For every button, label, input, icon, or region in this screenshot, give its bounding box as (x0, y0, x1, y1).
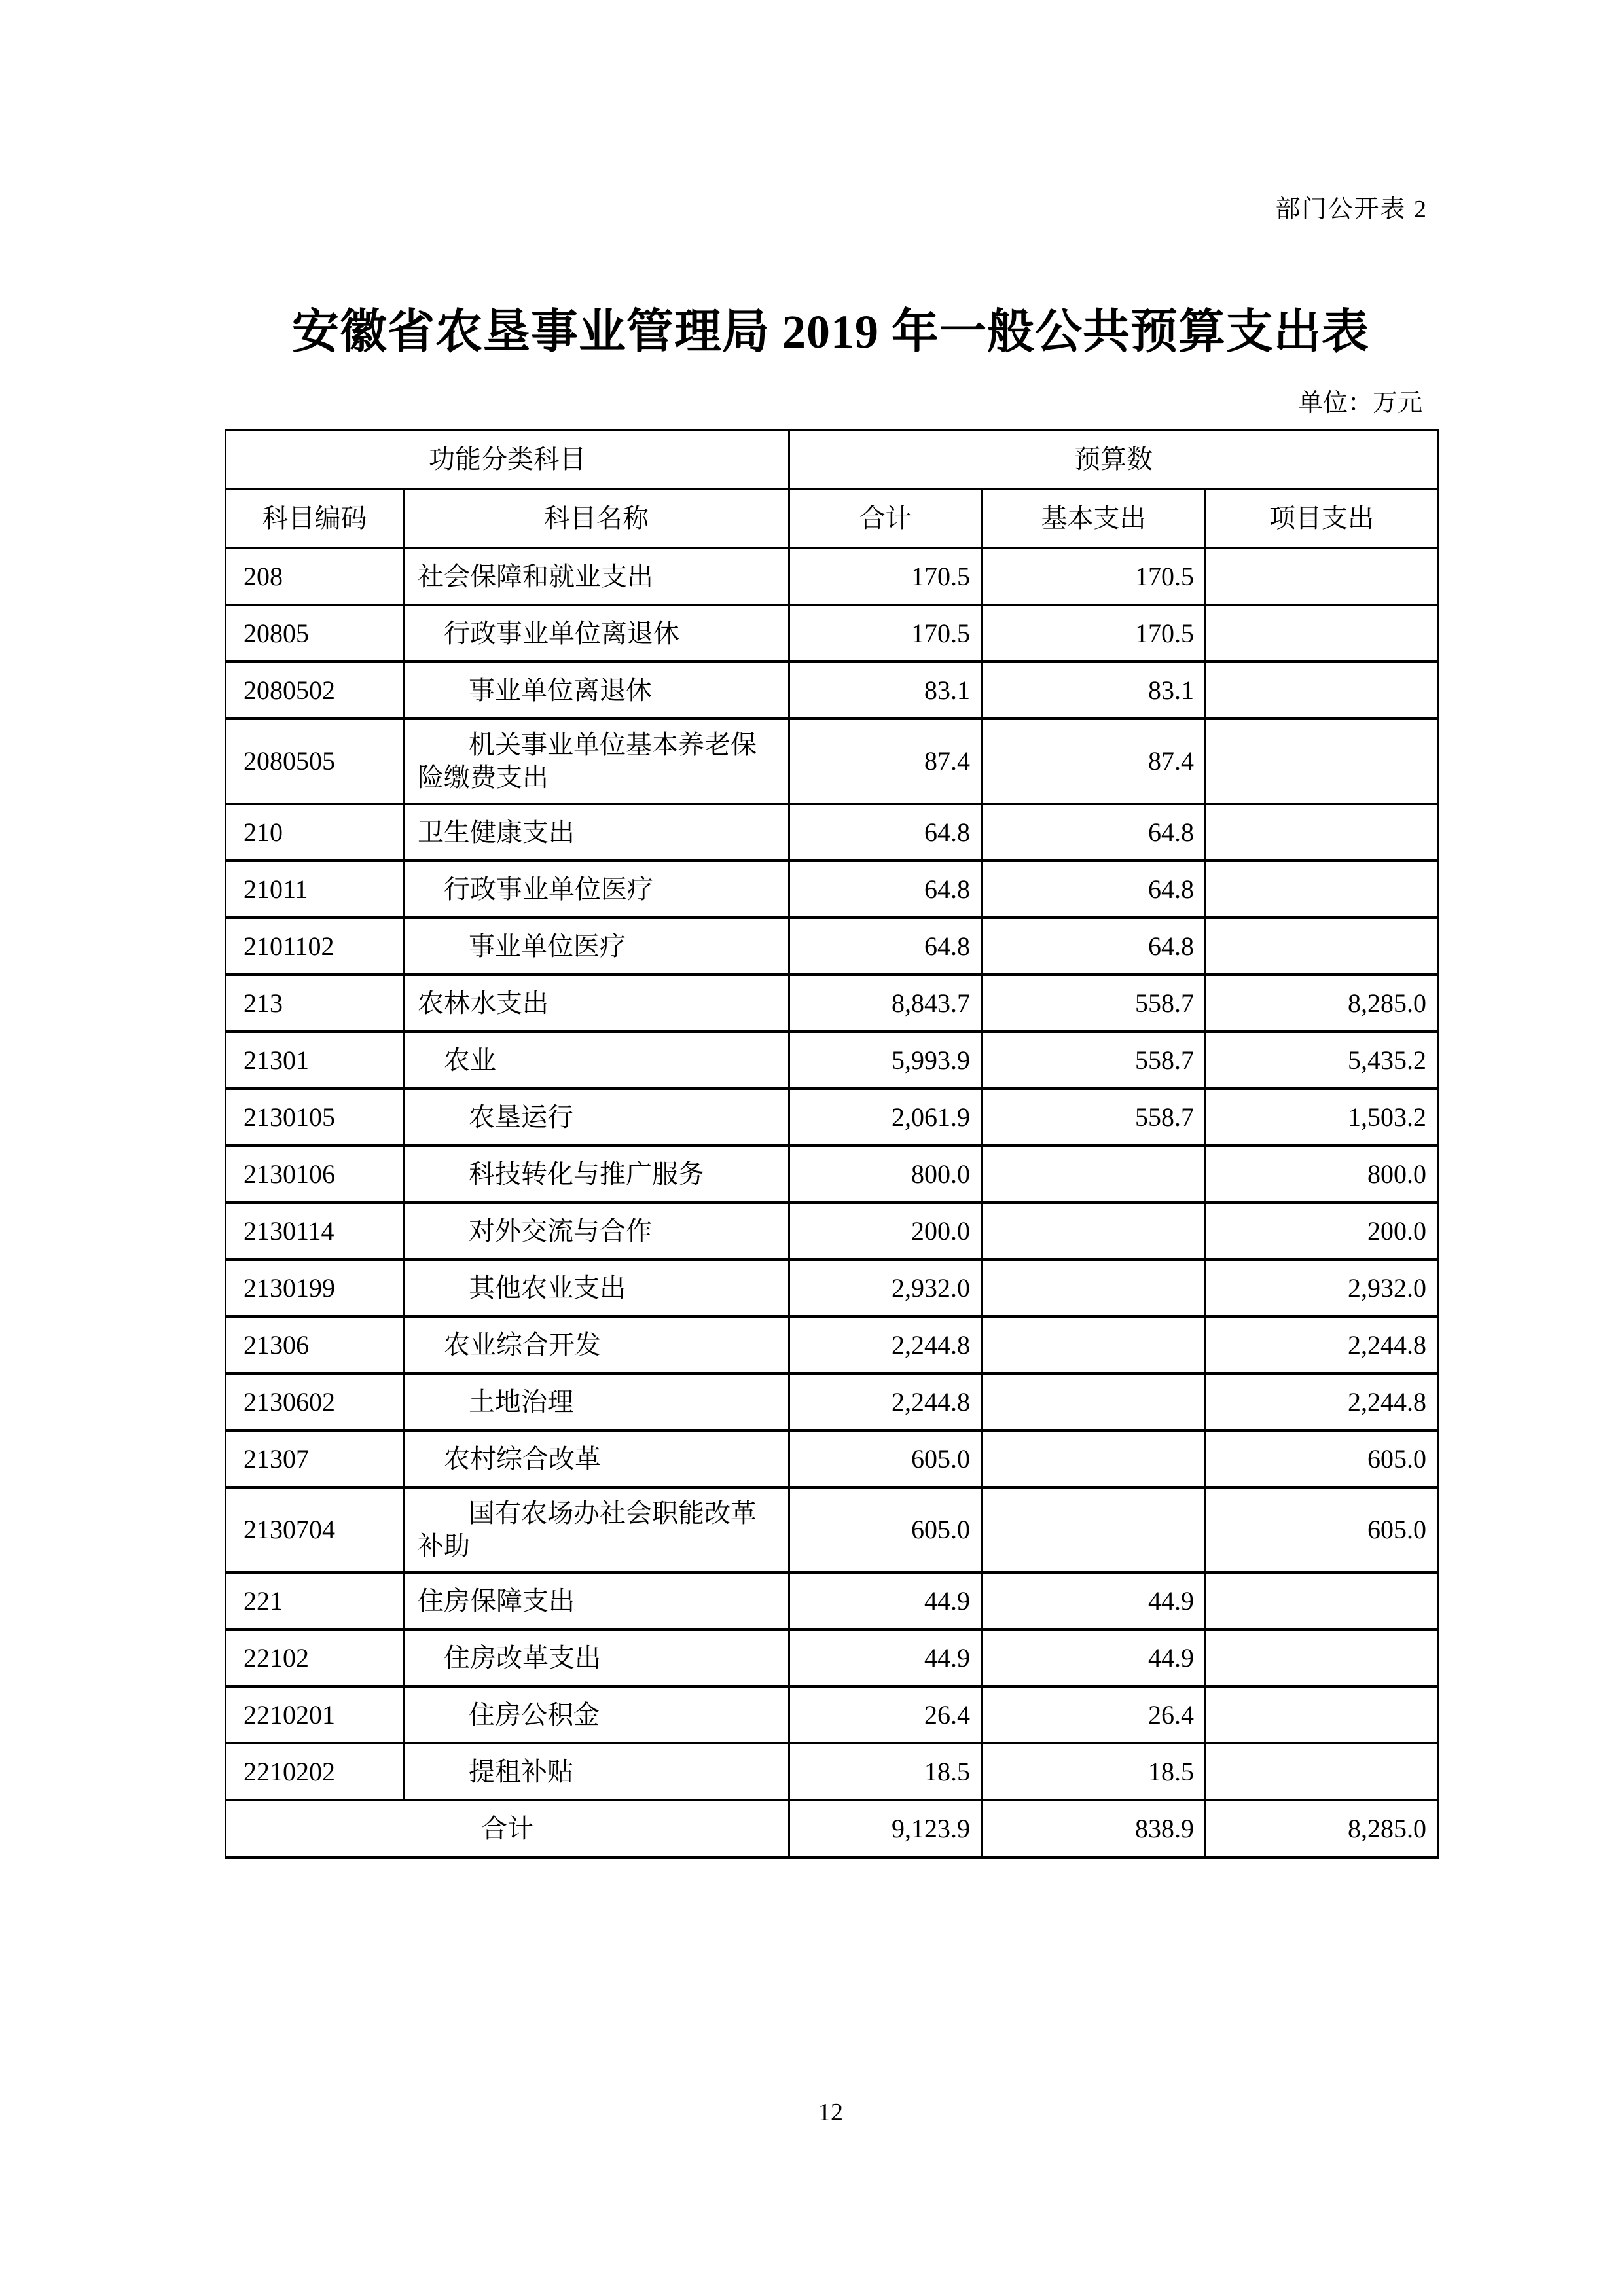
subject-name-cell: 对外交流与合作 (404, 1202, 789, 1259)
table-row (226, 1743, 1438, 1800)
project-expenditure-cell: 605.0 (1206, 1487, 1438, 1572)
subject-name-cell: 行政事业单位医疗 (404, 861, 789, 918)
table-row (226, 804, 1438, 861)
subject-name-cell: 农村综合改革 (404, 1430, 789, 1487)
subject-code-cell: 2080505 (226, 719, 404, 804)
col-header-project-expenditure: 项目支出 (1206, 489, 1438, 548)
subject-code-cell: 21011 (226, 861, 404, 918)
subject-name-cell: 农业综合开发 (404, 1316, 789, 1373)
project-expenditure-cell: 8,285.0 (1206, 975, 1438, 1032)
basic-expenditure-cell: 87.4 (982, 719, 1206, 804)
basic-expenditure-cell: 170.5 (982, 605, 1206, 662)
basic-expenditure-cell: 558.7 (982, 975, 1206, 1032)
total-cell: 44.9 (789, 1629, 982, 1686)
basic-expenditure-cell: 64.8 (982, 804, 1206, 861)
table-row (226, 1032, 1438, 1089)
total-cell: 44.9 (789, 1572, 982, 1629)
subject-code-cell: 21307 (226, 1430, 404, 1487)
total-row (226, 1800, 1438, 1858)
project-expenditure-cell: 2,932.0 (1206, 1259, 1438, 1316)
table-row (226, 1686, 1438, 1743)
basic-expenditure-cell (982, 1373, 1206, 1430)
basic-expenditure-cell: 558.7 (982, 1089, 1206, 1146)
subject-name-cell: 机关事业单位基本养老保险缴费支出 (404, 719, 789, 804)
total-row-label: 合计 (226, 1800, 789, 1858)
subject-name-cell: 行政事业单位离退休 (404, 605, 789, 662)
subject-code-cell: 21301 (226, 1032, 404, 1089)
subject-name-cell: 科技转化与推广服务 (404, 1146, 789, 1202)
subject-name-cell: 事业单位离退休 (404, 662, 789, 719)
subject-code-cell: 2130106 (226, 1146, 404, 1202)
basic-expenditure-cell: 64.8 (982, 918, 1206, 975)
total-cell: 2,932.0 (789, 1259, 982, 1316)
subject-code-cell: 2080502 (226, 662, 404, 719)
table-body (226, 548, 1438, 1800)
project-expenditure-cell: 1,503.2 (1206, 1089, 1438, 1146)
col-header-basic-expenditure: 基本支出 (982, 489, 1206, 548)
total-cell: 2,244.8 (789, 1316, 982, 1373)
subject-code-cell: 2101102 (226, 918, 404, 975)
table-row (226, 719, 1438, 804)
total-cell: 2,061.9 (789, 1089, 982, 1146)
table-row (226, 1629, 1438, 1686)
subject-name-cell: 卫生健康支出 (404, 804, 789, 861)
project-expenditure-cell: 605.0 (1206, 1430, 1438, 1487)
project-expenditure-cell: 2,244.8 (1206, 1316, 1438, 1373)
page-title: 安徽省农垦事业管理局 2019 年一般公共预算支出表 (291, 306, 1369, 358)
project-expenditure-cell (1206, 605, 1438, 662)
total-row-total-cell: 9,123.9 (789, 1800, 982, 1858)
table-row (226, 1259, 1438, 1316)
total-row-basic-cell: 838.9 (982, 1800, 1206, 1858)
subject-code-cell: 2210202 (226, 1743, 404, 1800)
total-cell: 18.5 (789, 1743, 982, 1800)
project-expenditure-cell: 800.0 (1206, 1146, 1438, 1202)
basic-expenditure-cell (982, 1316, 1206, 1373)
subject-code-cell: 2130602 (226, 1373, 404, 1430)
basic-expenditure-cell: 64.8 (982, 861, 1206, 918)
subject-name-cell: 其他农业支出 (404, 1259, 789, 1316)
table-row (226, 1146, 1438, 1202)
project-expenditure-cell: 5,435.2 (1206, 1032, 1438, 1089)
subject-name-cell: 农垦运行 (404, 1089, 789, 1146)
table-row (226, 1202, 1438, 1259)
col-header-subject-code: 科目编码 (226, 489, 404, 548)
project-expenditure-cell (1206, 804, 1438, 861)
table-header (226, 430, 1438, 548)
subject-code-cell: 21306 (226, 1316, 404, 1373)
table-row (226, 1316, 1438, 1373)
subject-code-cell: 20805 (226, 605, 404, 662)
total-cell: 800.0 (789, 1146, 982, 1202)
subject-name-cell: 农林水支出 (404, 975, 789, 1032)
total-cell: 8,843.7 (789, 975, 982, 1032)
project-expenditure-cell (1206, 918, 1438, 975)
basic-expenditure-cell: 170.5 (982, 548, 1206, 605)
total-cell: 5,993.9 (789, 1032, 982, 1089)
project-expenditure-cell (1206, 1629, 1438, 1686)
total-cell: 605.0 (789, 1430, 982, 1487)
header-group-row (226, 430, 1438, 489)
total-cell: 200.0 (789, 1202, 982, 1259)
header-budget-figures: 预算数 (789, 430, 1438, 489)
basic-expenditure-cell: 18.5 (982, 1743, 1206, 1800)
project-expenditure-cell (1206, 1572, 1438, 1629)
subject-name-cell: 住房保障支出 (404, 1572, 789, 1629)
subject-code-cell: 2130114 (226, 1202, 404, 1259)
table-row (226, 1089, 1438, 1146)
basic-expenditure-cell: 44.9 (982, 1572, 1206, 1629)
total-cell: 170.5 (789, 605, 982, 662)
total-row-project-cell: 8,285.0 (1206, 1800, 1438, 1858)
subject-code-cell: 22102 (226, 1629, 404, 1686)
total-cell: 64.8 (789, 918, 982, 975)
col-header-total: 合计 (789, 489, 982, 548)
project-expenditure-cell (1206, 662, 1438, 719)
subject-name-cell: 社会保障和就业支出 (404, 548, 789, 605)
subject-code-cell: 210 (226, 804, 404, 861)
project-expenditure-cell (1206, 548, 1438, 605)
total-cell: 26.4 (789, 1686, 982, 1743)
basic-expenditure-cell: 558.7 (982, 1032, 1206, 1089)
subject-code-cell: 213 (226, 975, 404, 1032)
subject-code-cell: 2130704 (226, 1487, 404, 1572)
page-number: 12 (818, 2099, 843, 2126)
table-row (226, 605, 1438, 662)
col-header-subject-name: 科目名称 (404, 489, 789, 548)
basic-expenditure-cell: 26.4 (982, 1686, 1206, 1743)
basic-expenditure-cell (982, 1487, 1206, 1572)
table-row (226, 975, 1438, 1032)
basic-expenditure-cell (982, 1146, 1206, 1202)
header-columns-row (226, 489, 1438, 548)
project-expenditure-cell (1206, 719, 1438, 804)
total-cell: 605.0 (789, 1487, 982, 1572)
total-cell: 64.8 (789, 804, 982, 861)
table-row (226, 918, 1438, 975)
unit-label: 单位：万元 (1297, 389, 1422, 417)
total-cell: 170.5 (789, 548, 982, 605)
table-row (226, 1572, 1438, 1629)
corner-table-label: 部门公开表 2 (1275, 196, 1428, 223)
total-cell: 83.1 (789, 662, 982, 719)
table-row (226, 1373, 1438, 1430)
total-cell: 2,244.8 (789, 1373, 982, 1430)
subject-code-cell: 2130199 (226, 1259, 404, 1316)
basic-expenditure-cell (982, 1259, 1206, 1316)
project-expenditure-cell: 2,244.8 (1206, 1373, 1438, 1430)
subject-name-cell: 住房改革支出 (404, 1629, 789, 1686)
subject-name-cell: 土地治理 (404, 1373, 789, 1430)
project-expenditure-cell (1206, 1743, 1438, 1800)
table-row (226, 1430, 1438, 1487)
table-row (226, 861, 1438, 918)
budget-table (225, 429, 1439, 1859)
basic-expenditure-cell: 44.9 (982, 1629, 1206, 1686)
subject-name-cell: 国有农场办社会职能改革补助 (404, 1487, 789, 1572)
table-row (226, 548, 1438, 605)
subject-code-cell: 2210201 (226, 1686, 404, 1743)
subject-code-cell: 2130105 (226, 1089, 404, 1146)
project-expenditure-cell: 200.0 (1206, 1202, 1438, 1259)
header-functional-classification: 功能分类科目 (226, 430, 789, 489)
project-expenditure-cell (1206, 1686, 1438, 1743)
subject-code-cell: 208 (226, 548, 404, 605)
subject-name-cell: 事业单位医疗 (404, 918, 789, 975)
table-row (226, 1487, 1438, 1572)
subject-name-cell: 提租补贴 (404, 1743, 789, 1800)
project-expenditure-cell (1206, 861, 1438, 918)
basic-expenditure-cell (982, 1202, 1206, 1259)
basic-expenditure-cell: 83.1 (982, 662, 1206, 719)
subject-name-cell: 住房公积金 (404, 1686, 789, 1743)
table-footer (226, 1800, 1438, 1858)
subject-code-cell: 221 (226, 1572, 404, 1629)
subject-name-cell: 农业 (404, 1032, 789, 1089)
table-row (226, 662, 1438, 719)
total-cell: 87.4 (789, 719, 982, 804)
total-cell: 64.8 (789, 861, 982, 918)
basic-expenditure-cell (982, 1430, 1206, 1487)
